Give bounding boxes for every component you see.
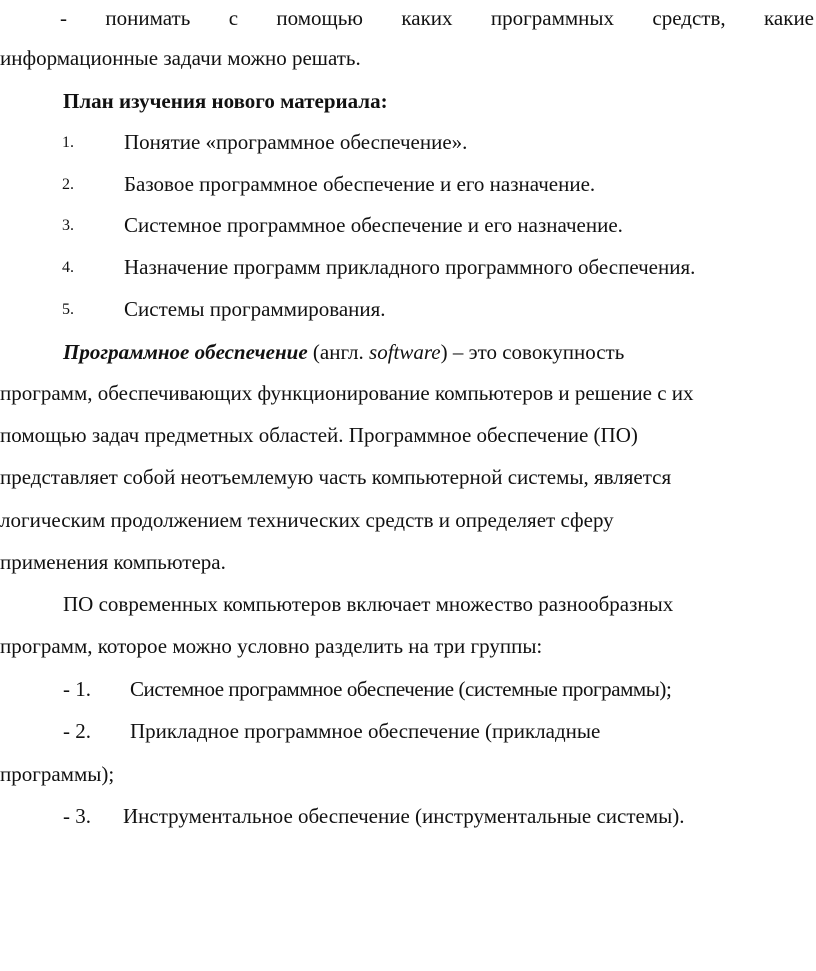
intro-word: какие [764, 6, 814, 30]
plan-item-text: Системное программное обеспечение и его назначение. [124, 213, 623, 237]
definition-close: ) – это совокупность [440, 340, 625, 364]
intro-line [60, 8, 814, 29]
intro-continuation: информационные задачи можно решать. [0, 46, 361, 70]
group-item-continuation: программы); [0, 762, 115, 786]
plan-item-text: Назначение программ прикладного программного обеспечения. [124, 255, 696, 279]
group-item-prefix: - 3. [63, 804, 91, 828]
intro-word: с [228, 6, 239, 30]
plan-item-number: 2. [62, 176, 74, 193]
group-item-text: Системное программное обеспечение (системные программы); [130, 677, 672, 701]
plan-item-number: 3. [62, 217, 74, 234]
plan-item-text: Системы программирования. [124, 297, 386, 321]
groups-line: программ, которое можно условно разделить на три группы: [0, 634, 543, 658]
definition-line: представляет собой неотъемлемую часть компьютерной системы, является [0, 465, 672, 489]
definition-line: помощью задач предметных областей. Программное обеспечение (ПО) [0, 423, 638, 447]
definition-line: логическим продолжением технических средств и определяет сферу [0, 508, 614, 532]
intro-word: помощью [276, 6, 363, 30]
groups-line: ПО современных компьютеров включает множество разнообразных [63, 592, 674, 616]
intro-word: понимать [105, 6, 191, 30]
definition-line: программ, обеспечивающих функционирование компьютеров и решение с их [0, 381, 694, 405]
group-item-prefix: - 1. [63, 677, 91, 701]
group-item-text: Инструментальное обеспечение (инструментальные системы). [123, 804, 685, 828]
definition-english: software [369, 340, 441, 364]
intro-word: каких [401, 6, 453, 30]
plan-item-text: Понятие «программное обеспечение». [124, 130, 468, 154]
group-item-prefix: - 2. [63, 719, 91, 743]
plan-item-number: 4. [62, 259, 74, 276]
definition-open: (англ. [307, 340, 370, 364]
group-item-text: Прикладное программное обеспечение (прикладные [130, 719, 601, 743]
definition-line: применения компьютера. [0, 550, 226, 574]
plan-heading: План изучения нового материала: [63, 89, 388, 113]
definition-first-line [63, 342, 624, 363]
plan-item-number: 5. [62, 301, 74, 318]
intro-dash: - [60, 6, 67, 30]
intro-word: средств, [652, 6, 726, 30]
plan-item-text: Базовое программное обеспечение и его назначение. [124, 172, 596, 196]
plan-item-number: 1. [62, 134, 74, 151]
intro-word: программных [490, 6, 615, 30]
definition-term: Программное обеспечение [63, 340, 308, 364]
